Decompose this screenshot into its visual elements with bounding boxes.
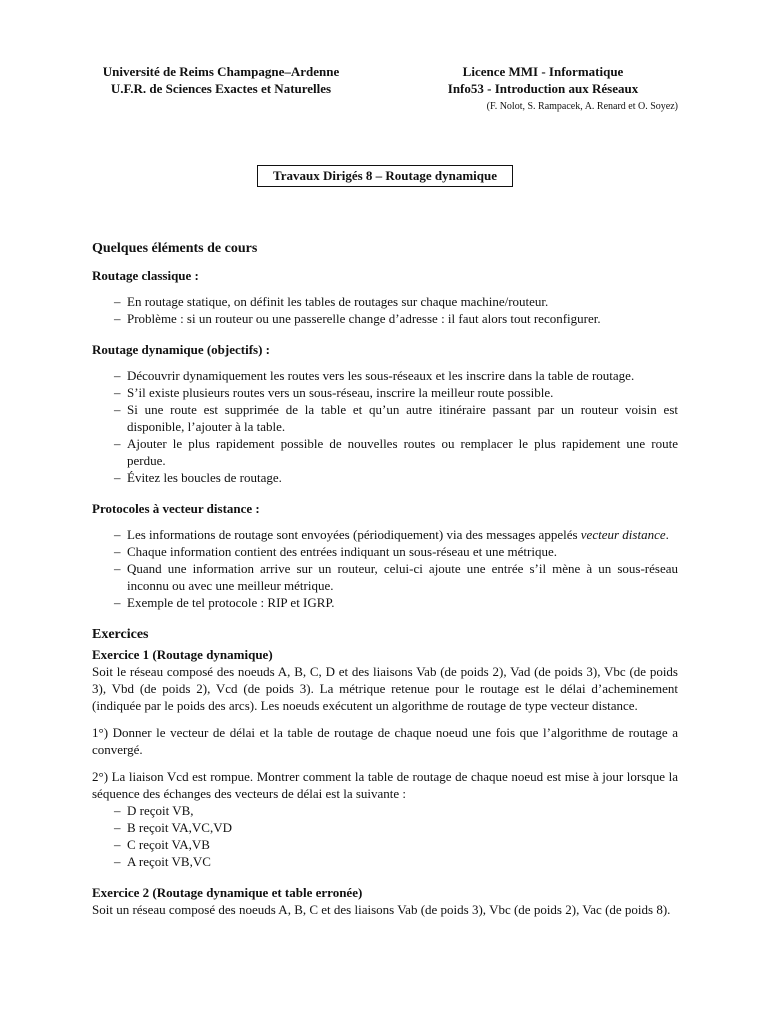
university-header xyxy=(92,63,350,97)
item-text: Les informations de routage sont envoyées (périodiquement) via des messages appelés xyxy=(127,527,581,542)
list-item: – B reçoit VA,VC,VD xyxy=(127,819,678,836)
document-title: Travaux Dirigés 8 – Routage dynamique xyxy=(257,165,513,187)
exercice-2-intro: Soit un réseau composé des noeuds A, B, C et des liaisons Vab (de poids 3), Vbc (de poids 2), Vac (de poids 8). xyxy=(92,902,671,917)
cours-heading: Quelques éléments de cours xyxy=(92,241,258,256)
exchange-sequence-list xyxy=(92,802,678,870)
routage-classique-list xyxy=(92,293,678,327)
italic-term: vecteur distance xyxy=(580,527,666,542)
list-item: – D reçoit VB, xyxy=(127,802,678,819)
spacer xyxy=(92,758,678,768)
exercice-1-question-2: 2°) La liaison Vcd est rompue. Montrer comment la table de routage de chaque noeud est mise à jour lorsque la séquence des échanges des vecteurs de délai est la suivante : xyxy=(92,769,678,801)
routage-dynamique-list xyxy=(92,367,678,486)
degree-name: Licence MMI - Informatique xyxy=(462,64,624,79)
routage-classique-heading: Routage classique : xyxy=(92,268,199,283)
course-header xyxy=(408,63,678,97)
course-name: Info53 - Introduction aux Réseaux xyxy=(447,81,639,96)
faculty-name: U.F.R. de Sciences Exactes et Naturelles xyxy=(110,81,332,96)
spacer xyxy=(92,714,678,724)
list-item: – Quand une information arrive sur un routeur, celui-ci ajoute une entrée s’il mène à un sous-réseau inconnu ou avec une meilleur métrique. xyxy=(127,560,678,594)
vecteur-distance-list xyxy=(92,526,678,611)
list-item: – Exemple de tel protocole : RIP et IGRP. xyxy=(127,594,678,611)
vecteur-distance-heading: Protocoles à vecteur distance : xyxy=(92,501,260,516)
list-item: – C reçoit VA,VB xyxy=(127,836,678,853)
list-item: – Évitez les boucles de routage. xyxy=(127,469,678,486)
document-body xyxy=(92,239,678,918)
exercice-1-question-1: 1°) Donner le vecteur de délai et la table de routage de chaque noeud une fois que l’algorithme de routage a convergé. xyxy=(92,725,678,757)
routage-dynamique-heading: Routage dynamique (objectifs) : xyxy=(92,342,271,357)
exercice-1-heading: Exercice 1 (Routage dynamique) xyxy=(92,647,273,662)
exercice-1-intro: Soit le réseau composé des noeuds A, B, C, D et des liaisons Vab (de poids 2), Vad (de poids 3), Vbc (de poids 3), Vbd (de poids 2), Vcd (de poids 3). La métrique retenue pour le routage est le délai d’acheminement (indiquée par le poids des arcs). Les noeuds exécutent un algorithme de routage de type vecteur distance. xyxy=(92,664,678,713)
list-item xyxy=(127,526,678,543)
exercices-heading: Exercices xyxy=(92,627,149,642)
authors: (F. Nolot, S. Rampacek, A. Renard et O. Soyez) xyxy=(486,101,678,112)
list-item: – En routage statique, on définit les tables de routages sur chaque machine/routeur. xyxy=(127,293,678,310)
list-item: – Si une route est supprimée de la table et qu’un autre itinéraire passant par un routeur voisin est disponible, l’ajouter à la table. xyxy=(127,401,678,435)
university-name: Université de Reims Champagne–Ardenne xyxy=(102,64,340,79)
exercice-2-heading: Exercice 2 (Routage dynamique et table erronée) xyxy=(92,885,363,900)
list-item: – Problème : si un routeur ou une passerelle change d’adresse : il faut alors tout reconfigurer. xyxy=(127,310,678,327)
list-item: – Ajouter le plus rapidement possible de nouvelles routes ou remplacer le plus rapidement une route perdue. xyxy=(127,435,678,469)
document-page xyxy=(92,0,678,1024)
item-text: . xyxy=(665,527,669,542)
list-item: – Découvrir dynamiquement les routes vers les sous-réseaux et les inscrire dans la table de routage. xyxy=(127,367,678,384)
list-item: – Chaque information contient des entrées indiquant un sous-réseau et une métrique. xyxy=(127,543,678,560)
list-item: – A reçoit VB,VC xyxy=(127,853,678,870)
list-item: – S’il existe plusieurs routes vers un sous-réseau, inscrire la meilleur route possible. xyxy=(127,384,678,401)
